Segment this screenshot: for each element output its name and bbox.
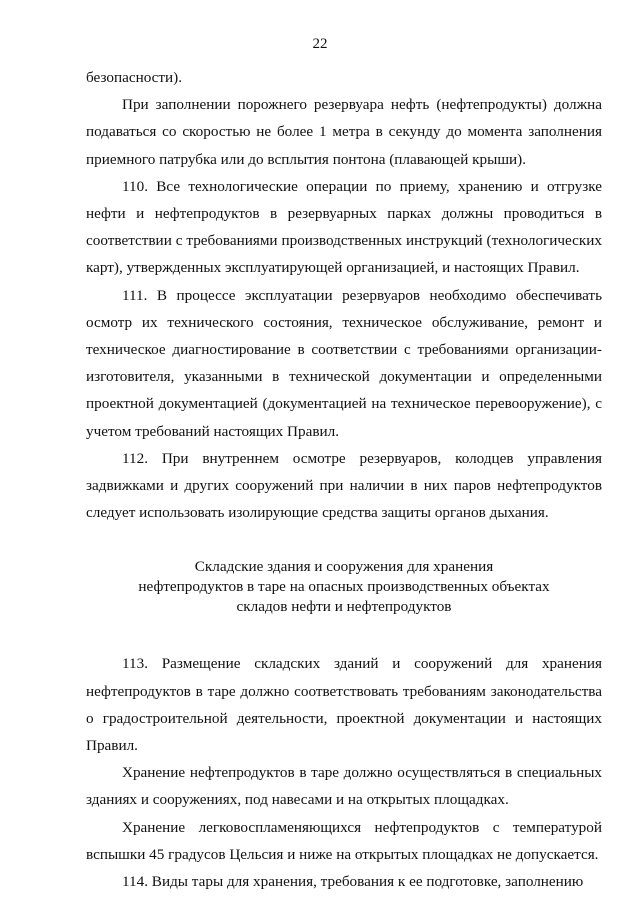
page-content: [86, 64, 602, 895]
page-number: 22: [312, 36, 328, 52]
paragraph-filling-speed: При заполнении порожнего резервуара нефть (нефтепродукты) должна подаваться со скоростью не более 1 метра в секунду до момента заполнения приемного патрубка или до всплытия понтона (плавающей крыши).: [86, 96, 602, 168]
paragraph-flammable-storage: Хранение легковоспламеняющихся нефтепродуктов с температурой вспышки 45 градусов Цельсия и ниже на открытых площадках не допускается.: [86, 818, 602, 863]
section-heading-line-1: Складские здания и сооружения для хранения: [194, 558, 494, 576]
section-heading: [86, 557, 602, 617]
section-heading-line-3: складов нефти и нефтепродуктов: [236, 598, 452, 616]
section-heading-line-2: нефтепродуктов в таре на опасных производственных объектах: [138, 578, 550, 596]
paragraph-clause-113: 113. Размещение складских зданий и сооружений для хранения нефтепродуктов в таре должно соответствовать требованиям законодательства о градостроительной деятельности, проектной документации и настоящих Правил.: [86, 655, 602, 755]
paragraph-continuation: безопасности).: [86, 69, 183, 86]
paragraph-storage-locations: Хранение нефтепродуктов в таре должно осуществляться в специальных зданиях и сооружениях, под навесами и на открытых площадках.: [86, 764, 602, 809]
paragraph-clause-114: 114. Виды тары для хранения, требования к ее подготовке, заполнению: [122, 873, 584, 891]
paragraph-clause-110: 110. Все технологические операции по приему, хранению и отгрузке нефти и нефтепродуктов в резервуарных парках должны проводиться в соответствии с требованиями производственных инструкций (технологических карт), утвержденных эксплуатирующей организацией, и настоящих Правил.: [86, 177, 602, 277]
paragraph-clause-111: 111. В процессе эксплуатации резервуаров необходимо обеспечивать осмотр их технического состояния, техническое обслуживание, ремонт и техническое диагностирование в соответствии с требованиями организации-изготовителя, указанными в технической документации и определенными проектной документацией (документацией на техническое перевооружение), с учетом требований настоящих Правил.: [86, 286, 602, 440]
paragraph-clause-112: 112. При внутреннем осмотре резервуаров, колодцев управления задвижками и других сооружений при наличии в них паров нефтепродуктов следует использовать изолирующие средства защиты органов дыхания.: [86, 449, 602, 522]
